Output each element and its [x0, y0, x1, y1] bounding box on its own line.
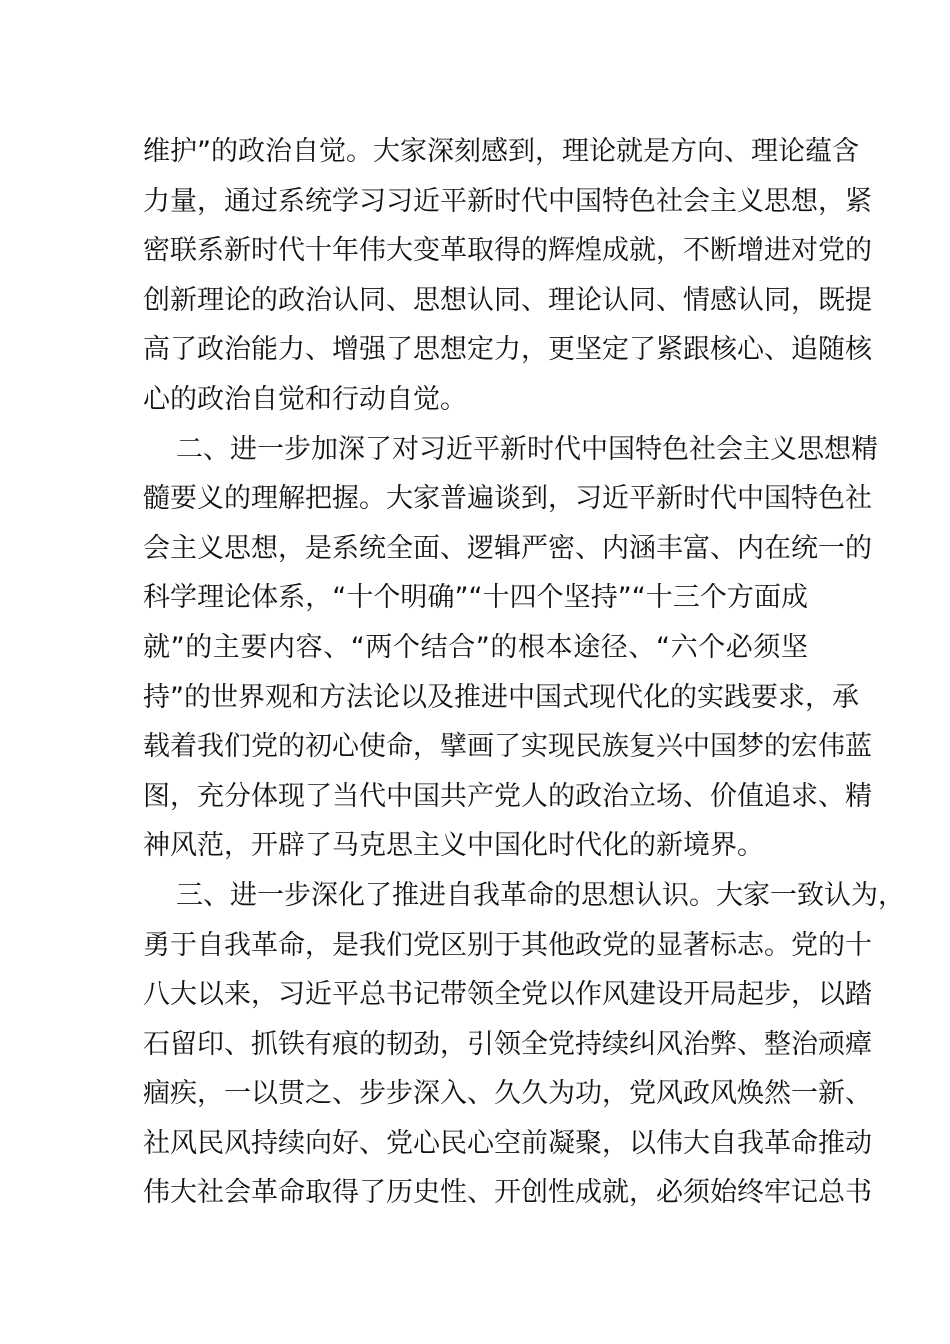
text-line: 神风范，开辟了马克思主义中国化时代化的新境界。: [143, 830, 764, 862]
text-line: 勇于自我革命，是我们党区别于其他政党的显著标志。党的十: [143, 929, 872, 961]
text-line: 高了政治能力、增强了思想定力，更坚定了紧跟核心、追随核: [143, 334, 872, 366]
text-line: 科学理论体系，“十个明确”“十四个坚持”“十三个方面成: [143, 582, 808, 614]
text-line: 伟大社会革命取得了历史性、开创性成就，必须始终牢记总书: [143, 1177, 872, 1209]
text-line: 密联系新时代十年伟大变革取得的辉煌成就，不断增进对党的: [143, 235, 872, 267]
text-line: 图，充分体现了当代中国共产党人的政治立场、价值追求、精: [143, 780, 872, 812]
paragraph-3: [143, 871, 905, 1218]
text-line: 载着我们党的初心使命，擘画了实现民族复兴中国梦的宏伟蓝: [143, 731, 872, 763]
text-line: 持”的世界观和方法论以及推进中国式现代化的实践要求，承: [143, 681, 859, 713]
text-line: 社风民风持续向好、党心民心空前凝聚，以伟大自我革命推动: [143, 1127, 872, 1159]
text-line: 八大以来，习近平总书记带领全党以作风建设开局起步，以踏: [143, 979, 872, 1011]
text-line: 心的政治自觉和行动自觉。: [143, 383, 467, 415]
text-line: 维护”的政治自觉。大家深刻感到，理论就是方向、理论蕴含: [143, 136, 859, 167]
paragraph-2: [143, 425, 878, 871]
text-line: 二、进一步加深了对习近平新时代中国特色社会主义思想精: [176, 433, 878, 465]
paragraph-1: [143, 127, 872, 425]
text-line: 就”的主要内容、“两个结合”的根本途径、“六个必须坚: [143, 631, 808, 663]
text-line: 痼疾，一以贯之、步步深入、久久为功，党风政风焕然一新、: [143, 1078, 872, 1110]
document-body: [143, 127, 905, 1218]
text-line: 会主义思想，是系统全面、逻辑严密、内涵丰富、内在统一的: [143, 532, 872, 564]
text-line: 石留印、抓铁有痕的韧劲，引领全党持续纠风治弊、整治顽瘴: [143, 1028, 872, 1060]
text-line: 三、进一步深化了推进自我革命的思想认识。大家一致认为，: [176, 879, 905, 911]
text-line: 力量，通过系统学习习近平新时代中国特色社会主义思想，紧: [143, 185, 872, 217]
text-line: 髓要义的理解把握。大家普遍谈到，习近平新时代中国特色社: [143, 483, 872, 515]
text-line: 创新理论的政治认同、思想认同、理论认同、情感认同，既提: [143, 284, 872, 316]
